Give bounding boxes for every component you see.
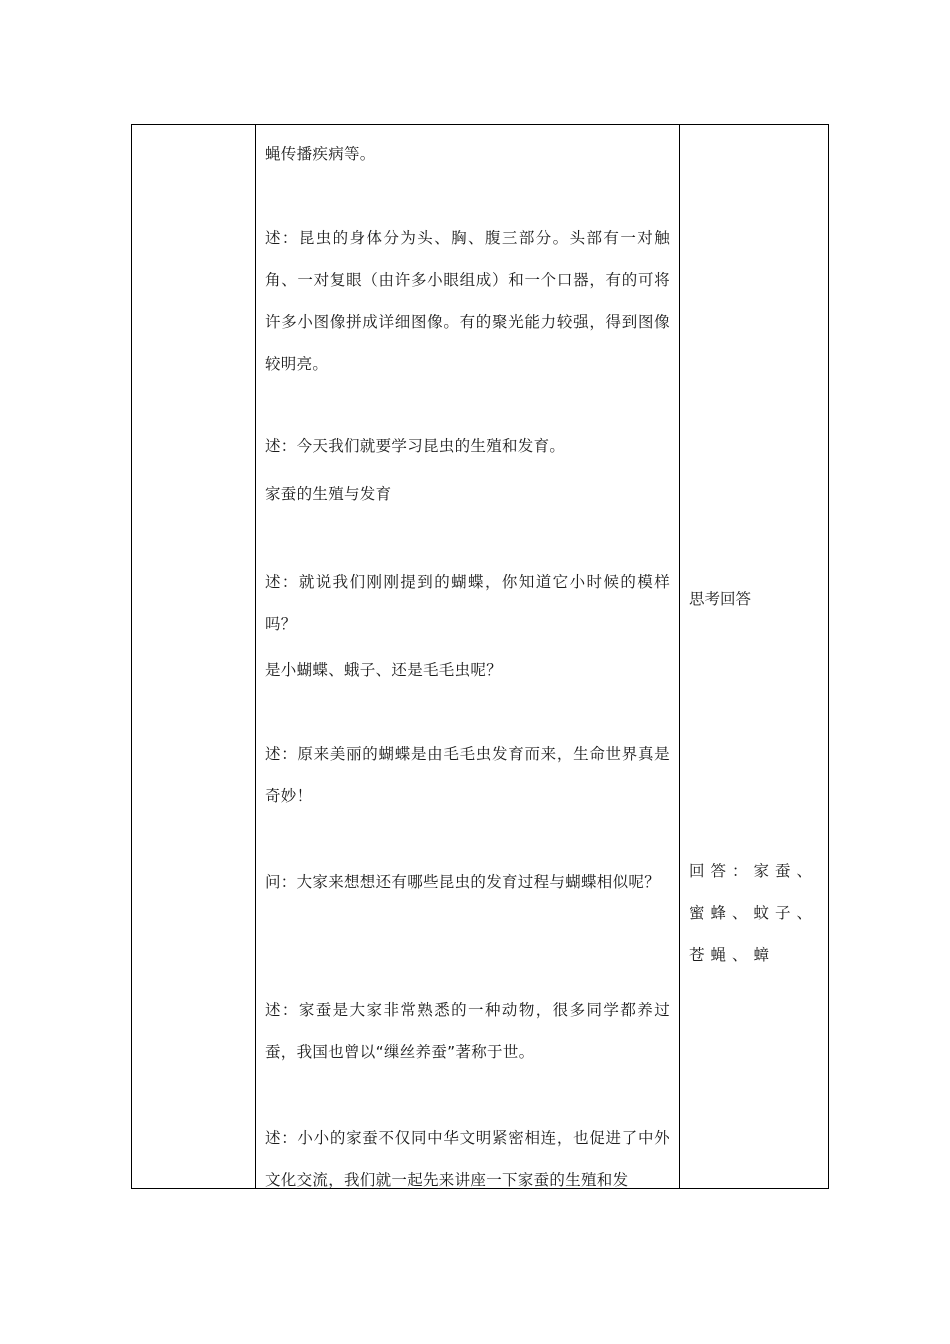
paragraph-1: 蝇传播疾病等。 xyxy=(265,145,376,163)
paragraph-6: 述：原来美丽的蝴蝶是由毛毛虫发育而来，生命世界真是奇妙！ xyxy=(265,745,670,805)
student-activity-column xyxy=(689,125,822,1188)
paragraph-9: 述：小小的家蚕不仅同中华文明紧密相连，也促进了中外文化交流，我们就一起先来讲座一下家蚕的生殖和发 xyxy=(265,1129,670,1188)
column-divider-left xyxy=(255,125,256,1188)
lesson-table xyxy=(131,124,829,1189)
paragraph-8: 述：家蚕是大家非常熟悉的一种动物，很多同学都养过蚕，我国也曾以“缫丝养蚕”著称于世。 xyxy=(265,1001,670,1061)
column-divider-right xyxy=(679,125,680,1188)
paragraph-2: 述：昆虫的身体分为头、胸、腹三部分。头部有一对触角、一对复眼（由许多小眼组成）和一个口器，有的可将许多小图像拼成详细图像。有的聚光能力较强，得到图像较明亮。 xyxy=(265,229,670,373)
paragraph-7: 问：大家来想想还有哪些昆虫的发育过程与蝴蝶相似呢？ xyxy=(265,873,661,891)
section-heading: 家蚕的生殖与发育 xyxy=(265,485,392,503)
paragraph-5: 是小蝴蝶、蛾子、还是毛毛虫呢？ xyxy=(265,661,503,679)
paragraph-3: 述：今天我们就要学习昆虫的生殖和发育。 xyxy=(265,437,566,455)
paragraph-4: 述：就说我们刚刚提到的蝴蝶，你知道它小时候的模样吗？ xyxy=(265,573,670,633)
student-response-2: 回答：家蚕、蜜蜂、蚊子、苍蝇、蟑 xyxy=(689,862,819,964)
teacher-activity-column xyxy=(265,125,670,1188)
student-response-1: 思考回答 xyxy=(689,590,752,608)
